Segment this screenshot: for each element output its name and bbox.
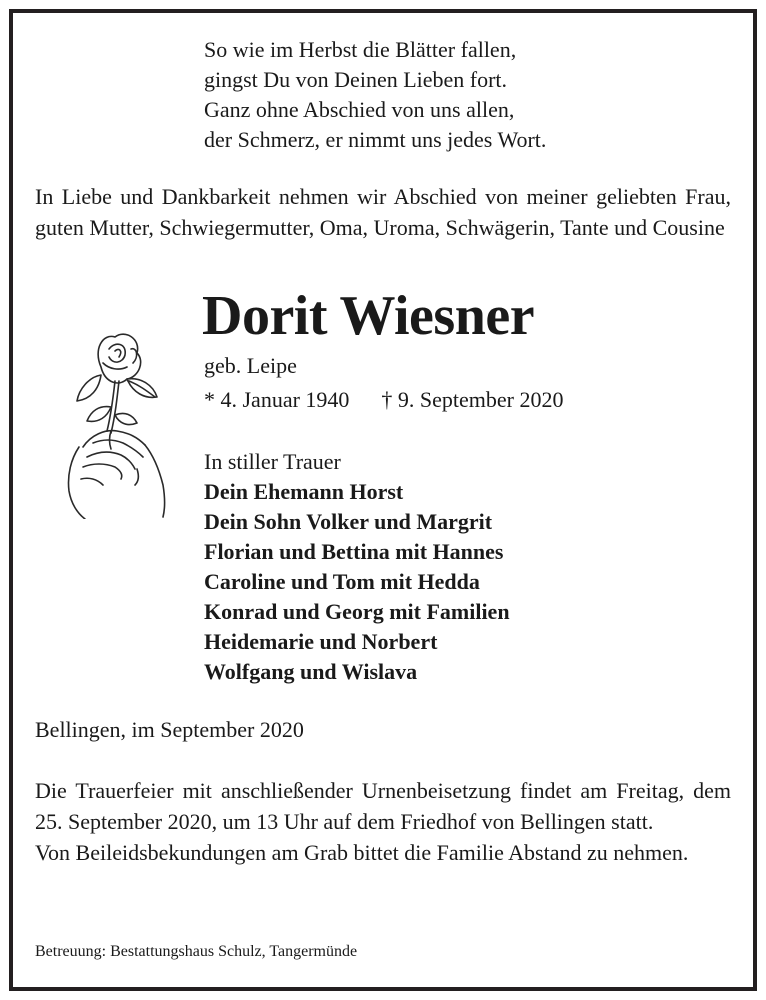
death-date: † 9. September 2020 bbox=[381, 387, 564, 412]
mourner-entry: Florian und Bettina mit Hannes bbox=[204, 539, 504, 564]
intro-text: In Liebe und Dankbarkeit nehmen wir Abschied von meiner geliebten Frau, guten Mutter, Schwiegermutter, Oma, Uroma, Schwägerin, Tante und Cousine bbox=[35, 184, 731, 240]
funeral-details: Die Trauerfeier mit anschließender Urnenbeisetzung findet am Freitag, dem 25. September 2020, um 13 Uhr auf dem Friedhof von Bellingen statt. bbox=[35, 778, 731, 834]
birth-date: * 4. Januar 1940 bbox=[204, 387, 350, 412]
mourner-entry: Caroline und Tom mit Hedda bbox=[204, 569, 480, 594]
birth-name: geb. Leipe bbox=[204, 353, 297, 378]
mourner-entry: Dein Ehemann Horst bbox=[204, 479, 404, 504]
mourner-entry: Heidemarie und Norbert bbox=[204, 629, 438, 654]
poem bbox=[204, 35, 546, 155]
poem-line: gingst Du von Deinen Lieben fort. bbox=[204, 67, 508, 92]
poem-line: So wie im Herbst die Blätter fallen, bbox=[204, 37, 517, 62]
rose-icon bbox=[53, 319, 173, 519]
poem-line: der Schmerz, er nimmt uns jedes Wort. bbox=[204, 127, 547, 152]
mourners-label: In stiller Trauer bbox=[204, 449, 341, 474]
funeral-info bbox=[35, 775, 731, 868]
mourner-entry: Konrad und Georg mit Familien bbox=[204, 599, 510, 624]
condolence-note: Von Beileidsbekundungen am Grab bittet die Familie Abstand zu nehmen. bbox=[35, 840, 689, 865]
deceased-name: Dorit Wiesner bbox=[202, 285, 535, 347]
mourner-entry: Dein Sohn Volker und Margrit bbox=[204, 509, 493, 534]
poem-line: Ganz ohne Abschied von uns allen, bbox=[204, 97, 515, 122]
life-dates bbox=[204, 385, 564, 415]
mourner-entry: Wolfgang und Wislava bbox=[204, 659, 418, 684]
funeral-home: Betreuung: Bestattungshaus Schulz, Tangermünde bbox=[35, 943, 358, 960]
mourners-list bbox=[204, 477, 510, 687]
obituary-frame bbox=[9, 9, 757, 991]
place-date: Bellingen, im September 2020 bbox=[35, 717, 304, 742]
